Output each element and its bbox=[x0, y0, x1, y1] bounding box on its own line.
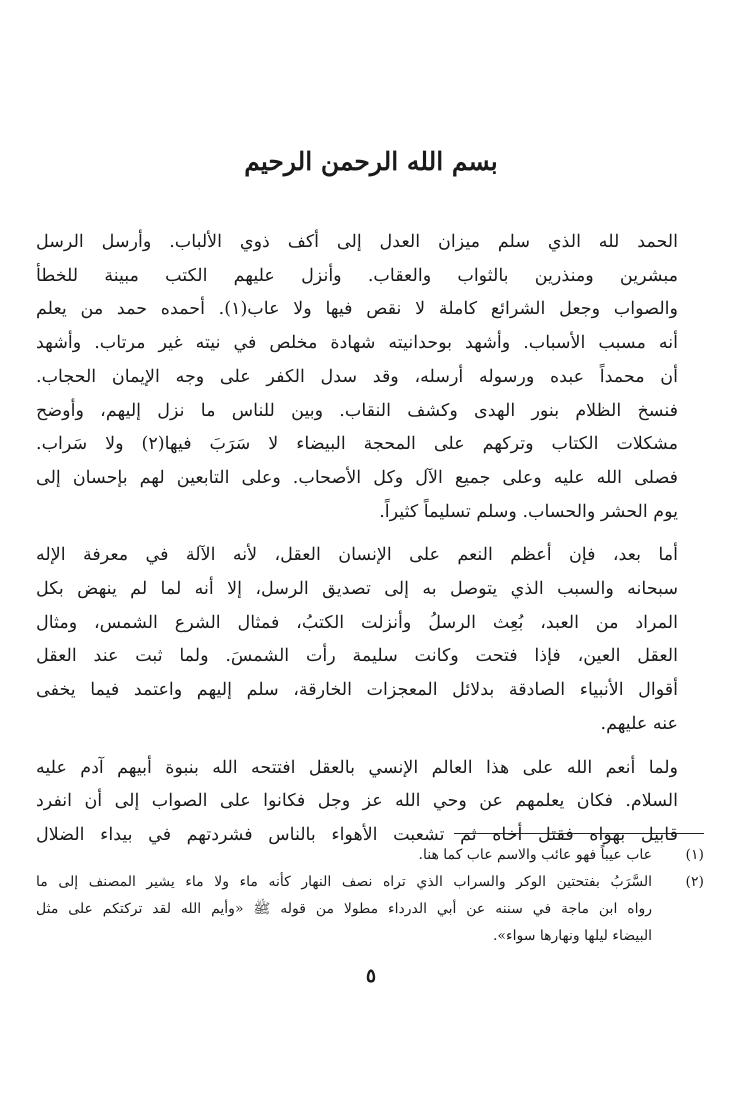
text-line: السلام. فكان يعلمهم عن وحي الله عز وجل فكانوا على الصواب إلى أن انفرد bbox=[36, 791, 678, 812]
footnote-line: السَّرَبُ بفتحتين الوكر والسراب الذي تراه نصف النهار كأنه ماء ولا ماء يشير المصنف إلى ما bbox=[36, 874, 652, 890]
text-line: أنه مسبب الأسباب. وأشهد بوحدانيته شهادة مخلص في نيته غير مرتاب. وأشهد bbox=[36, 333, 678, 354]
text-line: أقوال الأنبياء الصادقة بدلائل المعجزات الخارقة، سلم إليهم واعتمد فيما يخفى bbox=[36, 680, 678, 701]
text-line: فصلى الله عليه وعلى جميع الآل وكل الأصحاب. وعلى التابعين لهم بإحسان إلى bbox=[36, 467, 678, 488]
footnote-2 bbox=[36, 869, 704, 950]
footnote-number: (١) bbox=[685, 847, 704, 863]
paragraph-1 bbox=[36, 226, 704, 529]
text-line: فنسخ الظلام بنور الهدى وكشف النقاب. وبين للناس ما نزل إليهم، وأوضح bbox=[36, 400, 678, 421]
text-line: المراد من العبد، بُعِث الرسلُ وأنزلت الكتبُ، فمثال الشرع الشمس، ومثال bbox=[36, 612, 678, 633]
text-line: أن محمداً عبده ورسوله أرسله، وقد سدل الكفر على وجه الإيمان الحجاب. bbox=[36, 366, 678, 387]
text-line: سبحانه والسبب الذي يتوصل به إلى تصديق الرسل، إلا أنه لما لم ينهض بكل bbox=[36, 579, 678, 600]
footnote-number: (٢) bbox=[685, 874, 704, 890]
text-line: أما بعد، فإن أعظم النعم على الإنسان العقل، لأنه الآلة في معرفة الإله bbox=[36, 545, 678, 566]
page-number: ٥ bbox=[365, 965, 377, 987]
footnote-line: عاب عيباً فهو عائب والاسم عاب كما هنا. bbox=[418, 847, 652, 863]
main-text bbox=[36, 226, 704, 863]
text-line: مشكلات الكتاب وتركهم على المحجة البيضاء لا سَرَبَ فيها(٢) ولا سَراب. bbox=[36, 434, 678, 455]
text-line: مبشرين ومنذرين بالثواب والعقاب. وأنزل عليهم الكتب مبينة للخطأ bbox=[36, 265, 678, 286]
footnote-line: رواه ابن ماجة في سننه عن أبي الدرداء مطولا من قوله ﷺ «وأيم الله لقد تركتكم على مثل bbox=[36, 901, 652, 917]
text-line: ولما أنعم الله على هذا العالم الإنسي بالعقل افتتحه الله بنبوة أبيهم آدم عليه bbox=[36, 757, 678, 778]
basmala-title: بسم الله الرحمن الرحيم bbox=[244, 147, 498, 176]
text-line: عنه عليهم. bbox=[600, 713, 678, 734]
text-line: يوم الحشر والحساب. وسلم تسليماً كثيراً. bbox=[379, 501, 678, 522]
text-line: العقل العين، فإذا فتحت وكانت سليمة رأت الشمسَ. ولما ثبت عند العقل bbox=[36, 646, 678, 667]
footnote-1 bbox=[36, 842, 704, 869]
text-line: قابيل بهواه فقتل أخاه ثم تشعبت الأهواء بالناس فشردتهم في بيداء الضلال bbox=[36, 824, 678, 845]
footnote-text bbox=[36, 842, 652, 869]
footnote-text bbox=[36, 869, 652, 950]
footnote-divider bbox=[454, 833, 704, 834]
paragraph-3 bbox=[36, 752, 704, 853]
text-line: الحمد لله الذي سلم ميزان العدل إلى أكف ذوي الألباب. وأرسل الرسل bbox=[36, 232, 678, 252]
paragraph-2 bbox=[36, 539, 704, 741]
text-line: والصواب وجعل الشرائع كاملة لا نقص فيها ولا عاب(١). أحمده حمد من يعلم bbox=[36, 299, 678, 320]
footnote-line: البيضاء ليلها ونهارها سواء». bbox=[492, 928, 652, 944]
footnotes bbox=[36, 842, 704, 950]
